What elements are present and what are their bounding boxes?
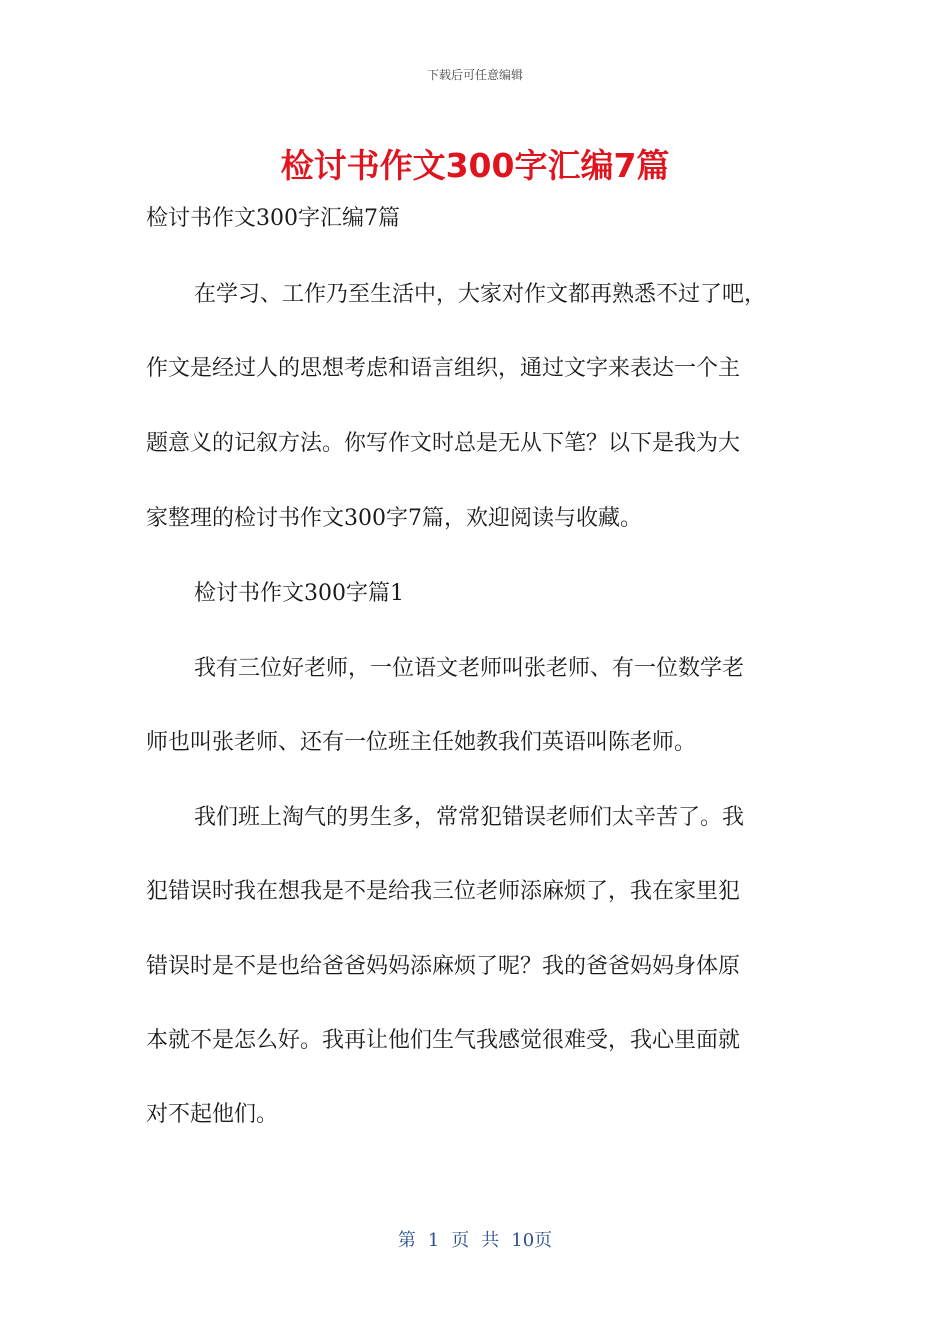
paragraph-line: 在学习、工作乃至生活中，大家对作文都再熟悉不过了吧， xyxy=(194,282,767,307)
paragraph-line: 家整理的检讨书作文300字7篇，欢迎阅读与收藏。 xyxy=(146,506,642,531)
paragraph-line: 本就不是怎么好。我再让他们生气我感觉很难受，我心里面就 xyxy=(146,1028,741,1053)
footer-total-pages: 10页 xyxy=(511,1230,553,1251)
paragraph-line: 题意义的记叙方法。你写作文时总是无从下笔？以下是我为大 xyxy=(146,431,741,456)
footer-ye: 页 xyxy=(451,1230,470,1251)
footer-di: 第 xyxy=(397,1230,416,1251)
document-title: 检讨书作文300字汇编7篇 xyxy=(280,146,670,185)
header-note: 下载后可任意编辑 xyxy=(426,68,523,82)
section-heading: 检讨书作文300字篇1 xyxy=(194,581,404,606)
paragraph-line: 我有三位好老师，一位语文老师叫张老师、有一位数学老 xyxy=(194,656,745,681)
paragraph-line: 犯错误时我在想我是不是给我三位老师添麻烦了，我在家里犯 xyxy=(146,879,741,904)
paragraph-line: 错误时是不是也给爸爸妈妈添麻烦了呢？我的爸爸妈妈身体原 xyxy=(146,954,741,979)
footer-gong: 共 xyxy=(481,1230,500,1251)
paragraph-line: 对不起他们。 xyxy=(146,1102,279,1127)
footer-page-number: 1 xyxy=(427,1230,440,1251)
paragraph-line: 作文是经过人的思想考虑和语言组织，通过文字来表达一个主 xyxy=(146,356,741,381)
subtitle-line: 检讨书作文300字汇编7篇 xyxy=(146,206,400,231)
paragraph-line: 我们班上淘气的男生多，常常犯错误老师们太辛苦了。我 xyxy=(194,805,745,830)
paragraph-line: 师也叫张老师、还有一位班主任她教我们英语叫陈老师。 xyxy=(146,730,697,755)
page-footer xyxy=(0,1226,950,1252)
